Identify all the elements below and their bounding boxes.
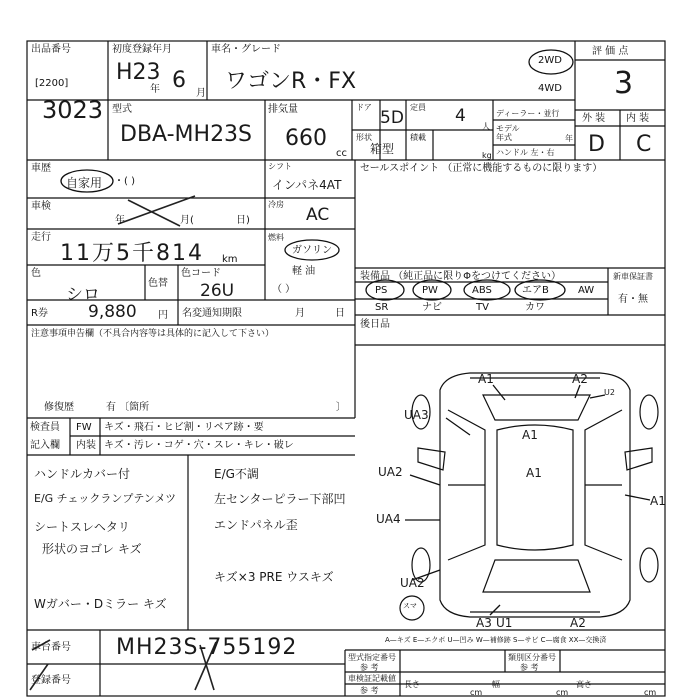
note-left-4: 形状のヨゴレ キズ bbox=[42, 542, 142, 556]
back-seat-label: 後日品 bbox=[360, 319, 390, 330]
load-unit: kg bbox=[482, 151, 492, 160]
equip-sr: SR bbox=[375, 302, 389, 313]
equip-leather: カワ bbox=[525, 302, 545, 313]
width-label: 幅 bbox=[492, 680, 500, 689]
mark-3: A1 bbox=[522, 428, 538, 442]
door-value: 5D bbox=[380, 108, 404, 128]
load-label: 積載 bbox=[410, 133, 426, 142]
interior-label: 内 装 bbox=[626, 113, 650, 124]
drive-4wd: 4WD bbox=[538, 83, 562, 94]
width-unit: cm bbox=[556, 688, 569, 697]
mark-9: UA4 bbox=[376, 512, 401, 526]
repair-bracket: 有 〔箇所 bbox=[106, 402, 150, 413]
exterior-value: D bbox=[588, 132, 605, 157]
inspector-label: 検査員 bbox=[30, 422, 60, 433]
reg-cert-label: 車検証記載値 bbox=[348, 674, 396, 683]
mark-11: A3 bbox=[476, 616, 492, 630]
note-left-5: Wガバー・Dミラー キズ bbox=[34, 597, 167, 611]
mark-5: A1 bbox=[650, 494, 666, 508]
equip-airbag: エアB bbox=[522, 285, 549, 296]
length-label: 長さ bbox=[404, 680, 420, 689]
type-cert-label: 型式指定番号 bbox=[348, 653, 396, 662]
shift-value: インパネ4AT bbox=[272, 178, 342, 192]
displacement-value: 660 bbox=[285, 126, 327, 151]
recycle-label: R券 bbox=[31, 308, 48, 319]
name-change-month: 月 bbox=[295, 308, 305, 319]
car-diagram bbox=[400, 373, 658, 620]
inspection-row2: キズ・汚レ・コゲ・穴・スレ・キレ・破レ bbox=[104, 440, 294, 451]
warranty-value: 有・無 bbox=[618, 294, 648, 305]
displacement-unit: cc bbox=[336, 148, 347, 159]
equipment-label: 装備品 （純正品に限りΦをつけてください） bbox=[360, 271, 562, 282]
equip-ps: PS bbox=[375, 285, 388, 296]
note-right-1: E/G不調 bbox=[214, 467, 259, 481]
model-label: 車名・グレード bbox=[211, 44, 281, 55]
ac-value: AC bbox=[306, 205, 330, 225]
note-right-2: 左センターピラー下部凹 bbox=[214, 492, 346, 506]
model-year-label: モデル 年式 bbox=[496, 124, 520, 142]
interior-strip-label: 内装 bbox=[76, 440, 96, 451]
lot-label: 出品番号 bbox=[31, 44, 71, 55]
chassis-label: 車台番号 bbox=[31, 642, 71, 653]
history-value: 自家用 bbox=[66, 176, 103, 190]
reg-label: 登録番号 bbox=[31, 675, 71, 686]
spare-label: スマ bbox=[403, 602, 417, 610]
color-label: 色 bbox=[31, 268, 41, 279]
mark-4: A1 bbox=[526, 466, 542, 480]
equip-navi: ナビ bbox=[422, 302, 442, 313]
type-value: DBA-MH23S bbox=[120, 122, 253, 147]
class-ref: 参 考 bbox=[520, 663, 539, 672]
capacity-value: 4 bbox=[455, 106, 466, 126]
first-reg-month: 6 bbox=[172, 68, 186, 93]
shape-value: 箱型 bbox=[370, 142, 395, 156]
mark-12: U1 bbox=[496, 616, 513, 630]
entry-label: 記入欄 bbox=[30, 440, 60, 451]
color-value: シロ bbox=[66, 285, 100, 305]
lot-code: [2200] bbox=[35, 78, 69, 89]
door-label: ドア bbox=[356, 103, 372, 112]
exterior-label: 外 装 bbox=[582, 113, 606, 124]
handle-label: ハンドル 左・右 bbox=[496, 148, 555, 157]
type-cert-ref: 参 考 bbox=[360, 663, 379, 672]
shape-label: 形状 bbox=[356, 133, 372, 142]
fuel-diesel: 軽 油 bbox=[292, 266, 316, 277]
mark-2: A2 bbox=[572, 372, 588, 386]
recycle-value: 9,880 bbox=[88, 302, 137, 322]
length-unit: cm bbox=[470, 688, 483, 697]
mileage-label: 走行 bbox=[31, 232, 51, 243]
recycle-unit: 円 bbox=[158, 310, 168, 321]
height-unit: cm bbox=[644, 688, 657, 697]
equip-pw: PW bbox=[422, 285, 438, 296]
mark-10: UA2 bbox=[400, 576, 425, 590]
year-unit: 年 bbox=[565, 134, 573, 143]
class-label: 類別区分番号 bbox=[508, 653, 556, 662]
note-left-3: シートスレヘタリ bbox=[34, 520, 130, 534]
fuel-gasoline: ガソリン bbox=[292, 245, 332, 256]
name-change-day: 日 bbox=[335, 308, 345, 319]
fw-label: FW bbox=[76, 422, 92, 433]
capacity-unit: 人 bbox=[482, 122, 490, 131]
model-value: ワゴンR・FX bbox=[225, 69, 357, 94]
fuel-other: （ ） bbox=[272, 284, 296, 295]
chassis-value: MH23S-755192 bbox=[116, 635, 298, 660]
grade-label: 評 価 点 bbox=[592, 46, 629, 57]
repair-close: 〕 bbox=[336, 402, 346, 413]
mark-8: UA2 bbox=[378, 465, 403, 479]
displacement-label: 排気量 bbox=[268, 104, 298, 115]
mark-13: A2 bbox=[570, 616, 586, 630]
color-code-label: 色コード bbox=[181, 268, 221, 279]
first-reg-era: H23 bbox=[116, 60, 161, 85]
name-change-label: 名変通知期限 bbox=[182, 308, 242, 319]
shift-label: シフト bbox=[268, 162, 292, 171]
first-reg-month-unit: 月 bbox=[196, 88, 206, 99]
inspection-month: 月( bbox=[180, 215, 194, 226]
inspection-row1: キズ・飛石・ヒビ割・リペア跡・要 bbox=[104, 422, 264, 433]
mark-6: U2 bbox=[604, 388, 615, 397]
warranty-label: 新車保証書 bbox=[613, 272, 653, 281]
selling-label: セールスポイント （正常に機能するものに限ります） bbox=[360, 163, 603, 174]
interior-value: C bbox=[636, 132, 652, 157]
first-reg-year-unit: 年 bbox=[150, 84, 160, 95]
grade-value: 3 bbox=[614, 66, 634, 101]
mileage-value: 11万5千814 bbox=[60, 241, 204, 266]
reg-cert-ref: 参 考 bbox=[360, 686, 379, 695]
lot-number: 3023 bbox=[42, 96, 104, 124]
repair-label: 修復歴 bbox=[44, 402, 74, 413]
note-left-1: ハンドルカバー付 bbox=[34, 467, 131, 481]
note-right-3: エンドパネル歪 bbox=[214, 518, 298, 532]
note-right-4: キズ×3 PRE ウスキズ bbox=[214, 570, 334, 584]
note-left-2: E/G チェックランプテンメツ bbox=[34, 492, 177, 505]
dealer-label: ディーラー・並行 bbox=[496, 109, 560, 118]
capacity-label: 定員 bbox=[410, 103, 426, 112]
type-label: 型式 bbox=[112, 104, 132, 115]
equip-abs: ABS bbox=[472, 285, 492, 296]
notes-label: 注意事項申告欄（不具合内容等は具体的に記入して下さい） bbox=[31, 329, 275, 339]
inspection-day: 日) bbox=[236, 215, 250, 226]
diagram-legend: A—キズ E—エクボ U—凹み W—補修跡 S—サビ C—腐食 XX—交換済 bbox=[385, 636, 607, 644]
mileage-unit: km bbox=[222, 254, 238, 265]
inspection-year: 年 bbox=[115, 215, 125, 226]
height-label: 高さ bbox=[576, 680, 592, 689]
equip-aw: AW bbox=[578, 285, 595, 296]
history-suffix: ・( ) bbox=[114, 176, 135, 187]
first-reg-label: 初度登録年月 bbox=[112, 44, 172, 55]
inspection-label: 車検 bbox=[31, 201, 51, 212]
mark-1: A1 bbox=[478, 372, 494, 386]
fuel-label: 燃料 bbox=[268, 233, 284, 242]
history-label: 車歴 bbox=[31, 163, 51, 174]
ac-label: 冷房 bbox=[268, 200, 284, 209]
mark-7: UA3 bbox=[404, 408, 429, 422]
drive-2wd: 2WD bbox=[538, 55, 562, 66]
color-no-label: 色替 bbox=[148, 278, 168, 289]
equip-tv: TV bbox=[476, 302, 489, 313]
color-code-value: 26U bbox=[200, 281, 235, 301]
